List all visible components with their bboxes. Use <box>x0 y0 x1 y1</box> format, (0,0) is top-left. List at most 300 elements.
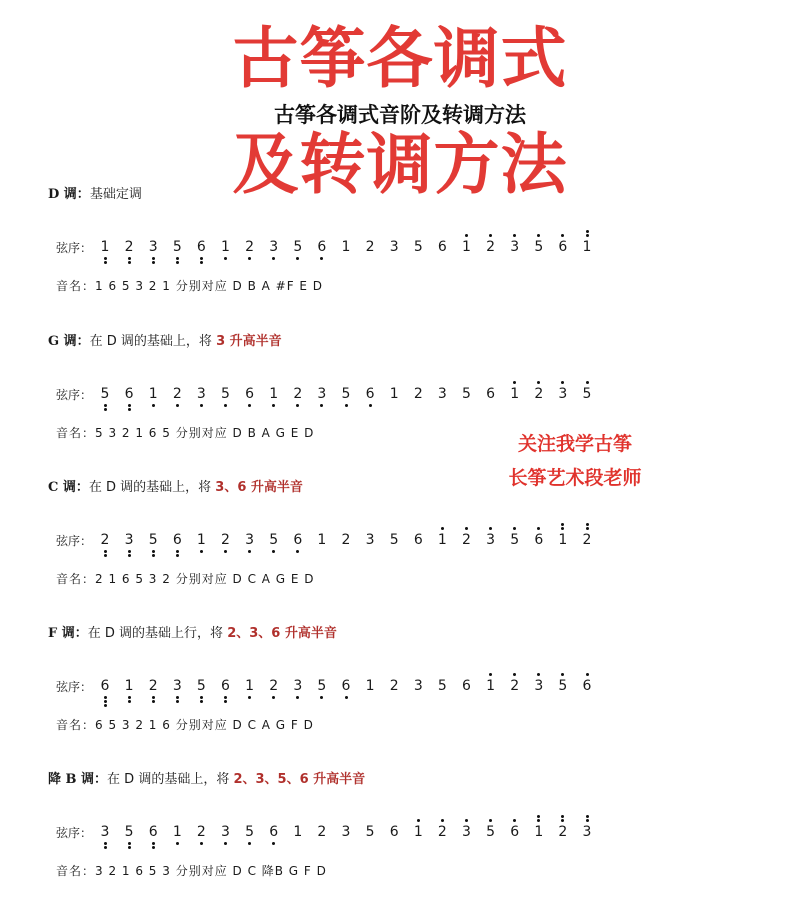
jianpu-note <box>504 374 526 414</box>
jianpu-note <box>263 227 285 267</box>
high-octave-dot <box>489 527 492 530</box>
jianpu-note <box>383 374 405 414</box>
note-digit: 2 <box>437 824 447 840</box>
note-digit: 5 <box>124 824 134 840</box>
jianpu-note <box>407 520 429 560</box>
jianpu-note <box>287 812 309 852</box>
watermark-line-2: 长筝艺术段老师 <box>508 467 642 489</box>
note-digit: 2 <box>317 824 327 840</box>
note-digit: 3 <box>486 532 496 548</box>
pitch-names: 音名：6 5 3 2 1 6 分别对应 D C A G F D <box>56 718 314 732</box>
note-digit: 2 <box>341 532 351 548</box>
note-digit: 1 <box>413 824 423 840</box>
note-digit: 3 <box>341 824 351 840</box>
low-octave-dot <box>104 257 107 260</box>
jianpu-note <box>118 666 140 706</box>
note-digit: 5 <box>341 386 351 402</box>
note-digit: 5 <box>269 532 279 548</box>
low-octave-dot <box>296 257 299 260</box>
low-octave-dot <box>320 257 323 260</box>
jianpu-note <box>576 666 598 706</box>
jianpu-note <box>239 374 261 414</box>
note-digit: 6 <box>148 824 158 840</box>
key-section <box>0 622 800 762</box>
jianpu-note <box>552 227 574 267</box>
high-octave-dot <box>513 819 516 822</box>
jianpu-note <box>142 666 164 706</box>
low-octave-dot <box>320 696 323 699</box>
jianpu-note <box>239 812 261 852</box>
low-octave-dot <box>104 704 107 707</box>
low-octave-dot <box>272 842 275 845</box>
note-digit: 1 <box>196 532 206 548</box>
low-octave-dot <box>200 261 203 264</box>
jianpu-note <box>166 812 188 852</box>
jianpu-note <box>190 666 212 706</box>
high-octave-dot <box>441 527 444 530</box>
high-octave-dot <box>465 819 468 822</box>
main-title-line-2: 及转调方法 <box>232 126 568 203</box>
jianpu-note <box>552 812 574 852</box>
key-description: 在 D 调的基础上，将 <box>107 772 234 787</box>
note-digit: 3 <box>462 824 471 840</box>
jianpu-note <box>359 666 381 706</box>
jianpu-note <box>456 666 478 706</box>
high-octave-dot <box>417 819 420 822</box>
high-octave-dot <box>561 819 564 822</box>
jianpu-note <box>190 227 212 267</box>
high-octave-dot <box>489 234 492 237</box>
note-digit: 6 <box>293 532 303 548</box>
note-digit: 5 <box>582 386 592 402</box>
low-octave-dot <box>248 842 251 845</box>
high-octave-dot <box>489 673 492 676</box>
string-label: 弦序： <box>56 679 93 694</box>
high-octave-dot <box>513 234 516 237</box>
low-octave-dot <box>152 257 155 260</box>
jianpu-note <box>576 520 598 560</box>
pitch-names: 音名：3 2 1 6 5 3 分别对应 D C 降B G F D <box>56 864 327 878</box>
string-label: 弦序： <box>56 533 93 548</box>
raised-notes: 2、3、5、6 升高半音 <box>233 772 366 787</box>
note-digit: 2 <box>486 239 496 255</box>
jianpu-note <box>311 812 333 852</box>
low-octave-dot <box>176 554 179 557</box>
jianpu-note <box>166 227 188 267</box>
low-octave-dot <box>200 550 203 553</box>
low-octave-dot <box>128 261 131 264</box>
high-octave-dot <box>537 673 540 676</box>
key-name: 降 B 调： <box>48 772 108 787</box>
jianpu-note <box>118 812 140 852</box>
note-digit: 3 <box>221 824 230 840</box>
note-digit: 6 <box>100 678 110 694</box>
note-digit: 1 <box>124 678 134 694</box>
jianpu-note <box>94 520 116 560</box>
low-octave-dot <box>128 696 131 699</box>
raised-notes: 3、6 升高半音 <box>215 480 303 495</box>
note-digit: 2 <box>389 678 399 694</box>
high-octave-dot <box>513 381 516 384</box>
jianpu-note <box>239 520 261 560</box>
jianpu-note <box>94 812 116 852</box>
low-octave-dot <box>104 550 107 553</box>
jianpu-note <box>480 520 502 560</box>
low-octave-dot <box>152 846 155 849</box>
note-digit: 6 <box>196 239 206 255</box>
note-digit: 1 <box>317 532 327 548</box>
note-digit: 2 <box>510 678 520 694</box>
note-digit: 1 <box>437 532 447 548</box>
note-digit: 5 <box>196 678 206 694</box>
note-digit: 1 <box>558 532 568 548</box>
low-octave-dot <box>224 842 227 845</box>
key-description: 在 D 调的基础上，将 <box>88 480 216 495</box>
jianpu-note <box>456 812 478 852</box>
high-octave-dot <box>586 381 589 384</box>
jianpu-note <box>456 520 478 560</box>
low-octave-dot <box>296 696 299 699</box>
note-digit: 5 <box>293 239 303 255</box>
jianpu-note <box>456 227 478 267</box>
low-octave-dot <box>200 696 203 699</box>
note-digit: 5 <box>462 386 471 402</box>
low-octave-dot <box>104 700 107 703</box>
jianpu-note <box>287 666 309 706</box>
high-octave-dot <box>537 234 540 237</box>
note-digit: 6 <box>172 532 182 548</box>
note-digit: 3 <box>413 678 423 694</box>
note-digit: 1 <box>365 678 375 694</box>
low-octave-dot <box>128 408 131 411</box>
pitch-names: 音名：1 6 5 3 2 1 分别对应 D B A #F E D <box>56 279 324 293</box>
jianpu-note <box>431 520 453 560</box>
jianpu-note <box>528 227 550 267</box>
note-digit: 2 <box>172 386 182 402</box>
note-digit: 3 <box>534 678 544 694</box>
key-name: G 调： <box>48 334 90 349</box>
note-digit: 1 <box>389 386 399 402</box>
note-digit: 3 <box>293 678 303 694</box>
note-digit: 6 <box>124 386 134 402</box>
section-heading <box>48 476 303 495</box>
jianpu-note <box>166 374 188 414</box>
jianpu-note <box>94 374 116 414</box>
high-octave-dot <box>561 527 564 530</box>
note-digit: 3 <box>365 532 375 548</box>
string-label: 弦序： <box>56 825 93 840</box>
jianpu-note <box>480 812 502 852</box>
note-digit: 2 <box>124 239 134 255</box>
low-octave-dot <box>152 842 155 845</box>
low-octave-dot <box>345 404 348 407</box>
low-octave-dot <box>224 700 227 703</box>
note-digit: 2 <box>462 532 471 548</box>
jianpu-note <box>142 227 164 267</box>
note-digit: 6 <box>341 678 351 694</box>
note-digit: 6 <box>582 678 592 694</box>
note-digit: 5 <box>486 824 496 840</box>
jianpu-note <box>480 666 502 706</box>
high-octave-dot <box>513 673 516 676</box>
low-octave-dot <box>248 696 251 699</box>
jianpu-note <box>504 812 526 852</box>
low-octave-dot <box>296 550 299 553</box>
jianpu-note <box>576 374 598 414</box>
note-digit: 5 <box>245 824 255 840</box>
string-sequence <box>56 227 600 267</box>
jianpu-note <box>190 520 212 560</box>
low-octave-dot <box>176 261 179 264</box>
low-octave-dot <box>248 404 251 407</box>
low-octave-dot <box>152 261 155 264</box>
jianpu-note <box>215 666 237 706</box>
note-digit: 2 <box>558 824 568 840</box>
high-octave-dot <box>586 673 589 676</box>
low-octave-dot <box>104 846 107 849</box>
low-octave-dot <box>104 404 107 407</box>
note-digit: 2 <box>582 532 592 548</box>
jianpu-note <box>94 227 116 267</box>
jianpu-note <box>287 374 309 414</box>
high-octave-dot <box>586 523 589 526</box>
jianpu-note <box>383 227 405 267</box>
jianpu-note <box>431 812 453 852</box>
jianpu-note <box>263 520 285 560</box>
low-octave-dot <box>224 404 227 407</box>
jianpu-note <box>215 520 237 560</box>
note-digit: 3 <box>389 239 399 255</box>
note-digit: 3 <box>148 239 158 255</box>
jianpu-note <box>359 812 381 852</box>
string-sequence <box>56 666 600 706</box>
note-digit: 5 <box>558 678 568 694</box>
note-digit: 2 <box>269 678 279 694</box>
note-digit: 6 <box>486 386 496 402</box>
high-octave-dot <box>586 234 589 237</box>
low-octave-dot <box>224 550 227 553</box>
note-digit: 1 <box>100 239 110 255</box>
low-octave-dot <box>104 261 107 264</box>
string-label: 弦序： <box>56 387 93 402</box>
jianpu-note <box>576 227 598 267</box>
low-octave-dot <box>200 404 203 407</box>
jianpu-note <box>311 520 333 560</box>
note-digit: 6 <box>221 678 230 694</box>
note-digit: 2 <box>196 824 206 840</box>
note-digit: 6 <box>317 239 327 255</box>
jianpu-note <box>504 666 526 706</box>
key-name: F 调： <box>48 626 88 641</box>
low-octave-dot <box>104 408 107 411</box>
jianpu-note <box>480 374 502 414</box>
high-octave-dot <box>586 527 589 530</box>
low-octave-dot <box>200 700 203 703</box>
note-digit: 1 <box>582 239 592 255</box>
note-digit: 1 <box>172 824 182 840</box>
jianpu-note <box>215 227 237 267</box>
note-digit: 1 <box>510 386 520 402</box>
jianpu-note <box>335 227 357 267</box>
jianpu-note <box>456 374 478 414</box>
note-digit: 6 <box>534 532 544 548</box>
note-digit: 1 <box>221 239 230 255</box>
low-octave-dot <box>224 257 227 260</box>
high-octave-dot <box>561 673 564 676</box>
jianpu-note <box>552 374 574 414</box>
jianpu-note <box>311 666 333 706</box>
note-digit: 5 <box>510 532 520 548</box>
low-octave-dot <box>176 257 179 260</box>
note-digit: 6 <box>510 824 520 840</box>
low-octave-dot <box>128 550 131 553</box>
note-digit: 3 <box>317 386 327 402</box>
jianpu-note <box>504 227 526 267</box>
high-octave-dot <box>561 523 564 526</box>
high-octave-dot <box>586 815 589 818</box>
jianpu-note <box>528 520 550 560</box>
note-digit: 1 <box>148 386 158 402</box>
high-octave-dot <box>489 819 492 822</box>
high-octave-dot <box>441 819 444 822</box>
low-octave-dot <box>104 696 107 699</box>
low-octave-dot <box>104 554 107 557</box>
jianpu-note <box>166 666 188 706</box>
jianpu-note <box>190 374 212 414</box>
raised-notes: 2、3、6 升高半音 <box>227 626 337 641</box>
note-digit: 6 <box>437 239 447 255</box>
jianpu-note <box>528 812 550 852</box>
note-digit: 6 <box>245 386 255 402</box>
note-digit: 1 <box>341 239 351 255</box>
string-sequence <box>56 520 600 560</box>
low-octave-dot <box>104 842 107 845</box>
low-octave-dot <box>272 257 275 260</box>
note-digit: 5 <box>389 532 399 548</box>
string-sequence <box>56 812 600 852</box>
note-digit: 5 <box>172 239 182 255</box>
note-digit: 5 <box>534 239 544 255</box>
low-octave-dot <box>128 257 131 260</box>
note-digit: 6 <box>269 824 279 840</box>
high-octave-dot <box>586 819 589 822</box>
jianpu-note <box>311 227 333 267</box>
note-digit: 1 <box>486 678 496 694</box>
jianpu-note <box>480 227 502 267</box>
low-octave-dot <box>152 700 155 703</box>
jianpu-note <box>263 374 285 414</box>
jianpu-note <box>215 812 237 852</box>
low-octave-dot <box>176 700 179 703</box>
section-heading <box>48 768 365 787</box>
low-octave-dot <box>272 550 275 553</box>
jianpu-note <box>263 812 285 852</box>
low-octave-dot <box>176 696 179 699</box>
note-digit: 3 <box>100 824 110 840</box>
jianpu-note <box>407 666 429 706</box>
note-digit: 5 <box>100 386 110 402</box>
jianpu-note <box>335 812 357 852</box>
jianpu-note <box>311 374 333 414</box>
raised-notes: 3 升高半音 <box>216 334 282 349</box>
low-octave-dot <box>345 696 348 699</box>
jianpu-note <box>383 520 405 560</box>
jianpu-note <box>239 227 261 267</box>
main-title-line-1: 古筝各调式 <box>232 20 568 97</box>
jianpu-note <box>190 812 212 852</box>
note-digit: 3 <box>196 386 206 402</box>
jianpu-note <box>431 227 453 267</box>
low-octave-dot <box>200 842 203 845</box>
note-digit: 3 <box>582 824 592 840</box>
low-octave-dot <box>128 404 131 407</box>
note-digit: 6 <box>413 532 423 548</box>
high-octave-dot <box>561 381 564 384</box>
jianpu-note <box>142 520 164 560</box>
low-octave-dot <box>248 550 251 553</box>
low-octave-dot <box>176 842 179 845</box>
high-octave-dot <box>561 234 564 237</box>
note-digit: 5 <box>148 532 158 548</box>
jianpu-note <box>431 374 453 414</box>
note-digit: 2 <box>148 678 158 694</box>
jianpu-note <box>528 666 550 706</box>
key-section <box>0 330 800 470</box>
watermark <box>480 427 670 495</box>
low-octave-dot <box>248 257 251 260</box>
note-digit: 6 <box>389 824 399 840</box>
note-digit: 5 <box>221 386 230 402</box>
key-name: D 调： <box>48 187 90 202</box>
jianpu-note <box>383 666 405 706</box>
low-octave-dot <box>176 550 179 553</box>
jianpu-note <box>118 374 140 414</box>
low-octave-dot <box>152 404 155 407</box>
note-digit: 1 <box>293 824 303 840</box>
high-octave-dot <box>537 381 540 384</box>
low-octave-dot <box>320 404 323 407</box>
high-octave-dot <box>537 527 540 530</box>
note-digit: 3 <box>172 678 182 694</box>
string-sequence <box>56 374 600 414</box>
note-digit: 2 <box>534 386 544 402</box>
note-digit: 3 <box>558 386 568 402</box>
jianpu-note <box>166 520 188 560</box>
jianpu-note <box>94 666 116 706</box>
high-octave-dot <box>465 527 468 530</box>
jianpu-note <box>359 520 381 560</box>
jianpu-note <box>576 812 598 852</box>
high-octave-dot <box>537 815 540 818</box>
low-octave-dot <box>369 404 372 407</box>
note-digit: 3 <box>269 239 279 255</box>
jianpu-note <box>263 666 285 706</box>
note-digit: 6 <box>558 239 568 255</box>
jianpu-note <box>142 374 164 414</box>
note-digit: 5 <box>437 678 447 694</box>
jianpu-note <box>118 520 140 560</box>
jianpu-note <box>504 520 526 560</box>
key-section <box>0 768 800 908</box>
note-digit: 1 <box>245 678 255 694</box>
note-digit: 3 <box>124 532 134 548</box>
jianpu-note <box>287 227 309 267</box>
jianpu-note <box>287 520 309 560</box>
jianpu-note <box>335 520 357 560</box>
jianpu-note <box>239 666 261 706</box>
note-digit: 6 <box>365 386 375 402</box>
jianpu-note <box>215 374 237 414</box>
